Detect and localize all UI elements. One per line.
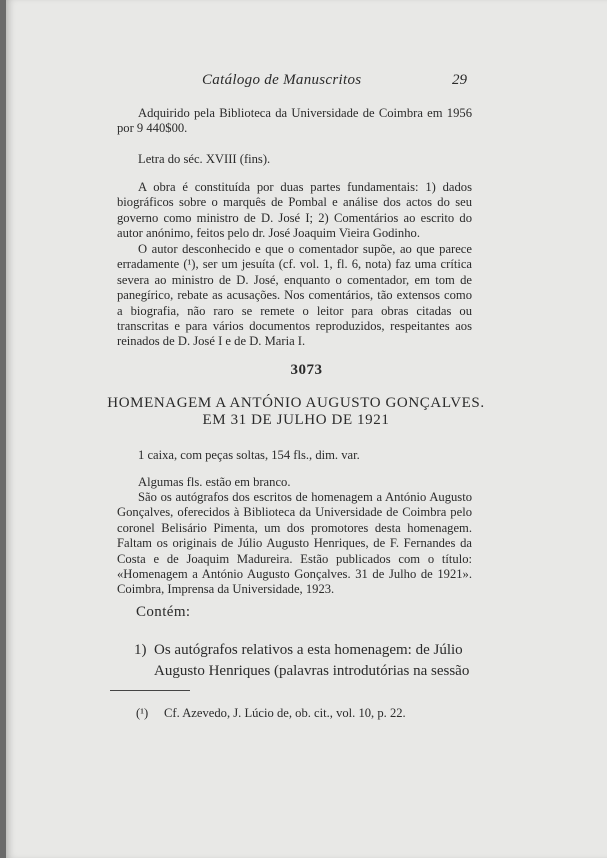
list-item-text: Os autógrafos relativos a esta homenagem: de Júlio Augusto Henriques (palavras introdutórias na sessão: [154, 642, 470, 679]
page-number: 29: [452, 72, 467, 88]
document-page: [6, 0, 607, 858]
physical-description: 1 caixa, com peças soltas, 154 fls., dim. var.: [138, 448, 360, 462]
page-header: [6, 72, 607, 92]
contents-label: Contém:: [136, 604, 191, 620]
description-paragraph-1: A obra é constituída por duas partes fundamentais: 1) dados biográficos sobre o marquês de Pombal e análise dos actos do seu governo como ministro de D. José I; 2) Comentários ao escrito do autor anónimo, feitos pelo dr. José Joaquim Vieira Godinho.: [117, 180, 472, 241]
blank-pages-note: Algumas fls. estão em branco.: [138, 475, 291, 489]
list-item-number: 1): [134, 642, 147, 658]
footnote-marker: (¹): [136, 706, 149, 720]
running-title: Catálogo de Manuscritos: [202, 72, 362, 88]
description-paragraph-2: O autor desconhecido e que o comentador supõe, ao que parece erradamente (¹), ser um jesuíta (cf. vol. 1, fl. 6, nota) faz uma crítica severa ao ministro de D. José, enquanto o comentador, em tom de panegírico, rebate as acusações. Nos comentários, tão extensos como a biografia, não raro se remete o leitor para obras citadas ou transcritas e para vários documentos reproduzidos, respeitantes aos reinados de D. José I e de D. Maria I.: [117, 242, 472, 349]
acquisition-paragraph: Adquirido pela Biblioteca da Universidade de Coimbra em 1956 por 9 440$00.: [117, 106, 472, 136]
entry-notes: São os autógrafos dos escritos de homenagem a António Augusto Gonçalves, oferecidos à Biblioteca da Universidade de Coimbra pelo coronel Belisário Pimenta, um dos promotores desta homenagem. Faltam os originais de Júlio Augusto Henriques, de F. Fernandes da Costa e de Joaquim Madureira. Estão publicados com o título: «Homenagem a António Augusto Gonçalves. 31 de Julho de 1921». Coimbra, Imprensa da Universidade, 1923.: [117, 490, 472, 597]
entry-title-line-2: EM 31 DE JULHO DE 1921: [202, 412, 390, 428]
footnote-text: Cf. Azevedo, J. Lúcio de, ob. cit., vol. 10, p. 22.: [164, 706, 406, 720]
letter-paragraph: Letra do séc. XVIII (fins).: [138, 152, 271, 166]
footnote: [136, 706, 406, 721]
entry-number: 3073: [290, 362, 323, 378]
entry-title-line-1: HOMENAGEM A ANTÓNIO AUGUSTO GONÇALVES.: [107, 395, 485, 411]
footnote-divider: [110, 690, 190, 691]
entry-title: [101, 395, 491, 429]
